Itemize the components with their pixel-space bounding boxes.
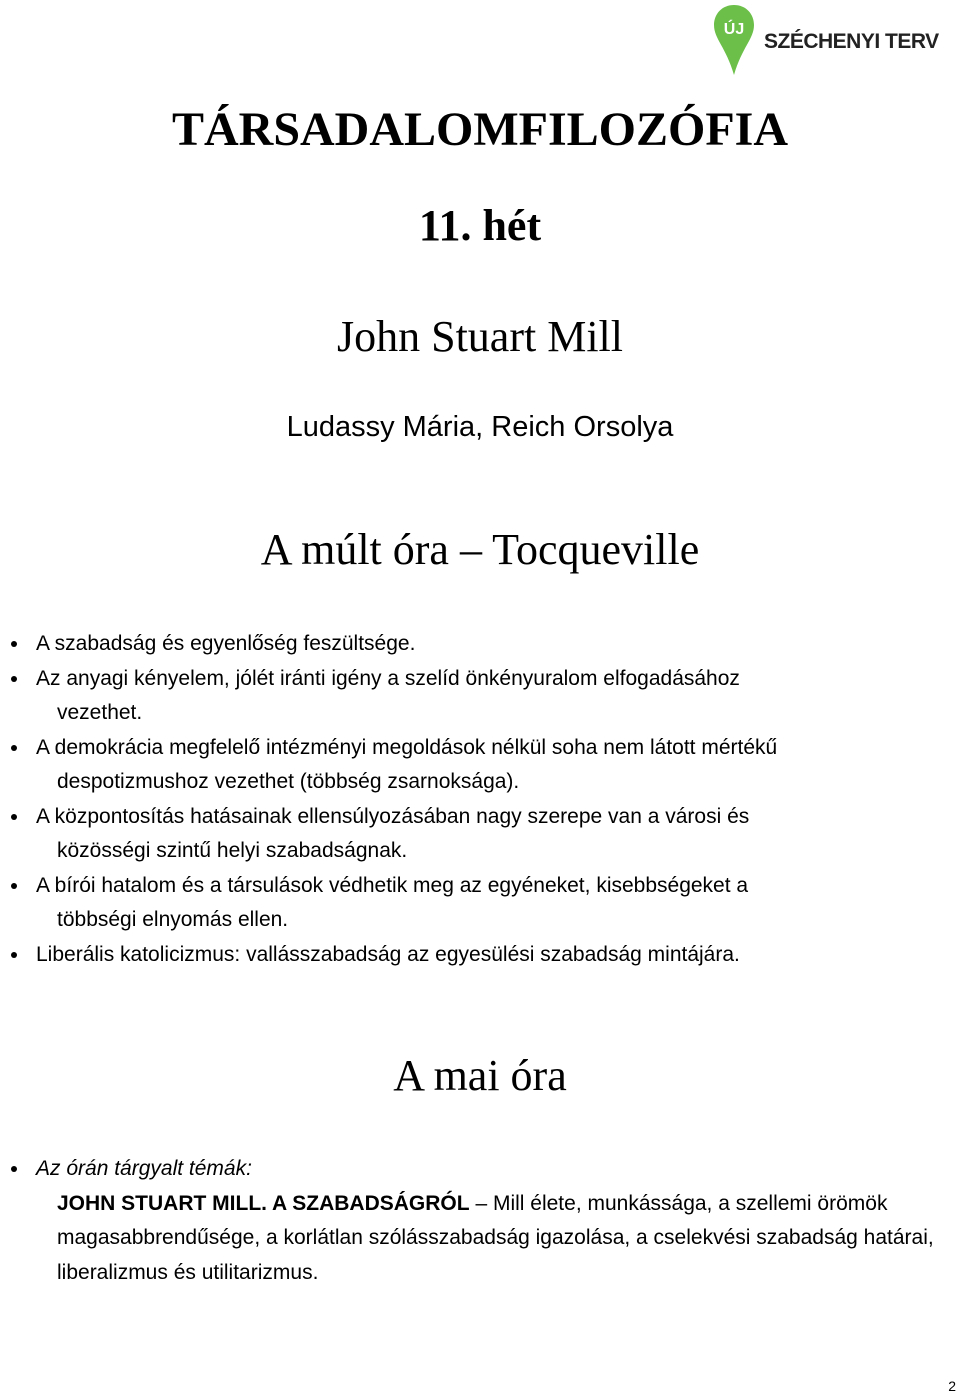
topics-text: – Mill élete, munkássága, a szellemi örömök magasabbrendűsége, a korlátlan szólásszabadság igazolása, a cselekvési szabadság határai, liberalizmus és utilitarizmus. <box>57 1191 934 1284</box>
week-label: 11. hét <box>418 201 542 250</box>
logo-text: SZÉCHENYI TERV <box>764 30 939 53</box>
page-number: 2 <box>948 1378 956 1394</box>
lecturer-names: Ludassy Mária, Reich Orsolya <box>286 411 674 443</box>
previous-lesson-list <box>0 627 960 972</box>
topics-bold: JOHN STUART MILL. A SZABADSÁGRÓL <box>57 1191 470 1215</box>
list-item: A bírói hatalom és a társulások védhetik meg az egyéneket, kisebbségeket a többségi elnyomás ellen. <box>0 869 960 938</box>
list-item: Liberális katolicizmus: vallásszabadság az egyesülési szabadság mintájára. <box>0 938 960 973</box>
list-item: Az anyagi kényelem, jólét iránti igény a szelíd önkényuralom elfogadásához vezethet. <box>0 662 960 731</box>
today-lesson-heading: A mai óra <box>393 1051 567 1100</box>
list-item: A demokrácia megfelelő intézményi megoldások nélkül soha nem látott mértékű despotizmushoz vezethet (többség zsarnoksága). <box>0 731 960 800</box>
list-item: A központosítás hatásainak ellensúlyozásában nagy szerepe van a városi és közösségi szintű helyi szabadságnak. <box>0 800 960 869</box>
document-title: TÁRSADALOMFILOZÓFIA <box>171 103 789 156</box>
today-topics-list <box>0 1152 960 1290</box>
map-pin-icon <box>712 3 756 77</box>
svg-text:ÚJ: ÚJ <box>723 21 745 38</box>
szechenyi-terv-logo <box>712 0 960 80</box>
list-item: A szabadság és egyenlőség feszültsége. <box>0 627 960 662</box>
list-item <box>0 1152 960 1290</box>
previous-lesson-heading: A múlt óra – Tocqueville <box>260 525 700 574</box>
author-heading: John Stuart Mill <box>336 312 624 361</box>
topics-label: Az órán tárgyalt témák: <box>36 1157 252 1180</box>
